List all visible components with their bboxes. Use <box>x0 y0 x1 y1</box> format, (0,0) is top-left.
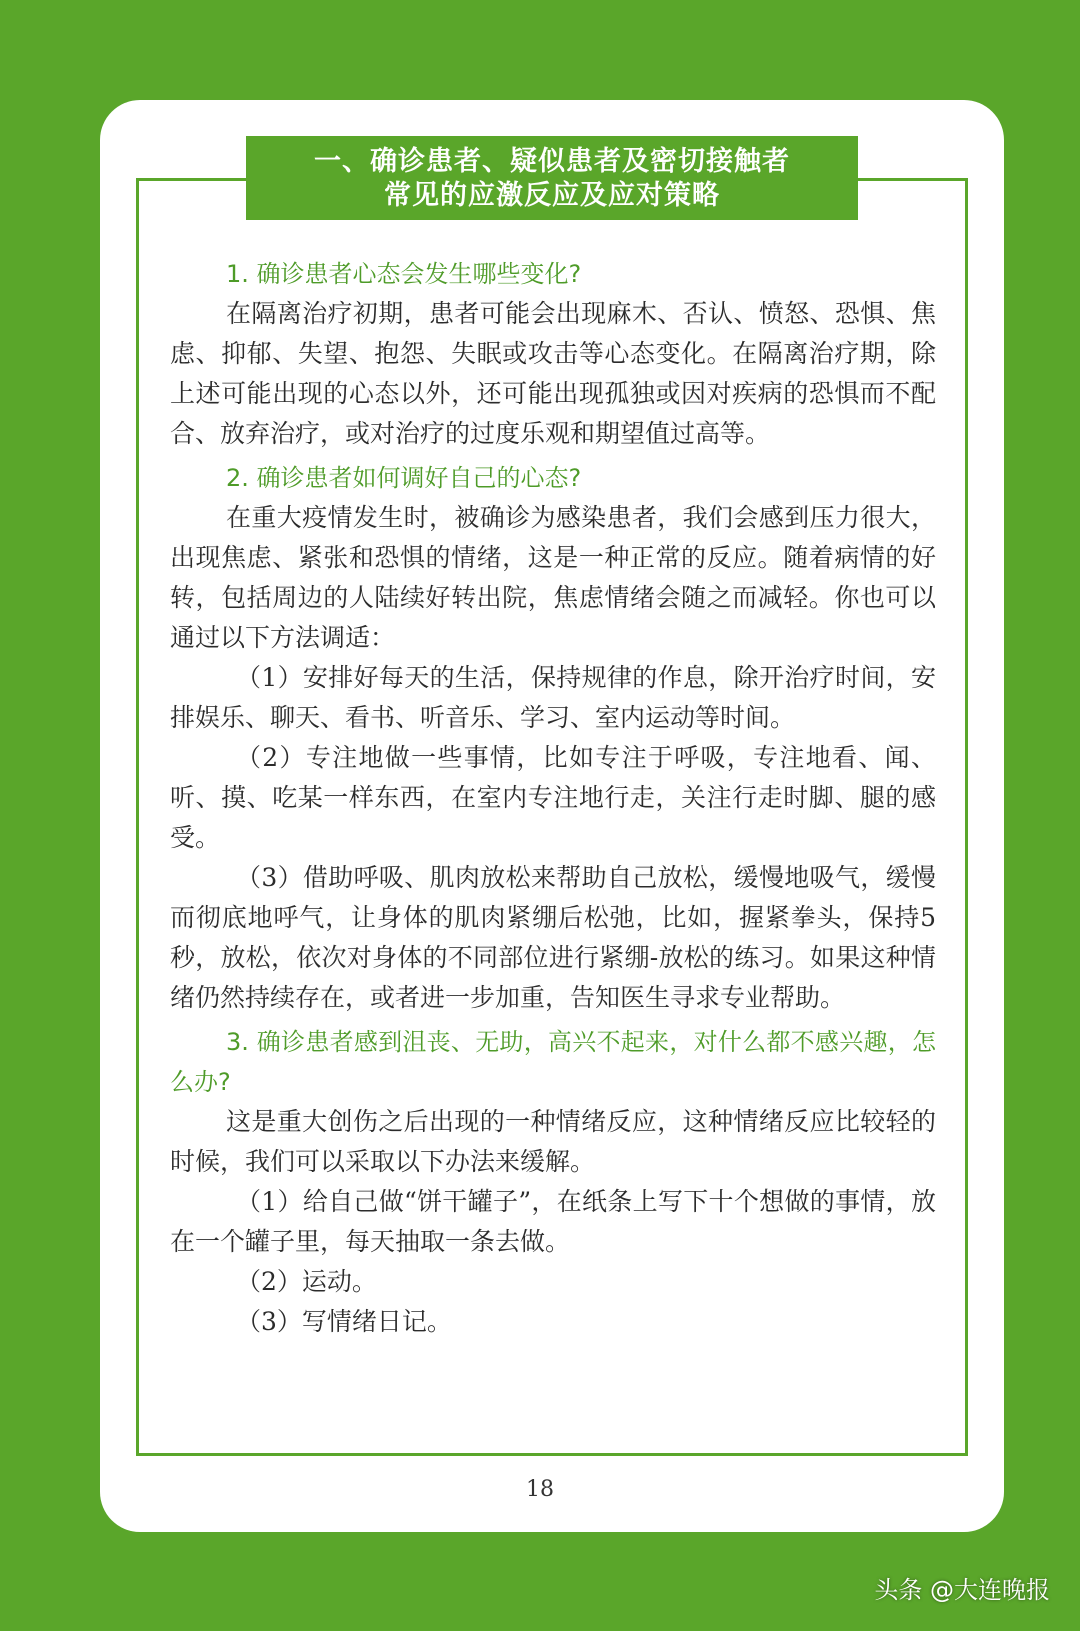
source-watermark: 头条 @大连晚报 <box>874 1576 1050 1604</box>
answer-3-item-1: （1）给自己做“饼干罐子”，在纸条上写下十个想做的事情，放在一个罐子里，每天抽取一条去做。 <box>170 1187 936 1256</box>
question-3: 3. 确诊患者感到沮丧、无助，高兴不起来，对什么都不感兴趣，怎么办? <box>170 1028 936 1096</box>
answer-2: 在重大疫情发生时，被确诊为感染患者，我们会感到压力很大，出现焦虑、紧张和恐惧的情绪，这是一种正常的反应。随着病情的好转，包括周边的人陆续好转出院，焦虑情绪会随之而减轻。你也可以通过以下方法调适： <box>170 503 936 652</box>
answer-3-item-3: （3）写情绪日记。 <box>236 1307 452 1336</box>
answer-2-item-3: （3）借助呼吸、肌肉放松来帮助自己放松，缓慢地吸气，缓慢而彻底地呼气，让身体的肌肉紧绷后松弛，比如，握紧拳头，保持5秒，放松，依次对身体的不同部位进行紧绷-放松的练习。如果这种情绪仍然持续存在，或者进一步加重，告知医生寻求专业帮助。 <box>170 863 936 1012</box>
banner-line-2: 常见的应激反应及应对策略 <box>384 180 720 211</box>
question-1: 1. 确诊患者心态会发生哪些变化? <box>226 260 582 288</box>
answer-2-item-2: （2）专注地做一些事情，比如专注于呼吸，专注地看、闻、听、摸、吃某一样东西，在室内专注地行走，关注行走时脚、腿的感受。 <box>170 743 936 852</box>
answer-3-item-2: （2）运动。 <box>236 1267 377 1296</box>
answer-3: 这是重大创伤之后出现的一种情绪反应，这种情绪反应比较轻的时候，我们可以采取以下办法来缓解。 <box>170 1107 936 1176</box>
section-banner <box>246 136 858 220</box>
article-body <box>170 254 936 1342</box>
answer-2-item-1: （1）安排好每天的生活，保持规律的作息，除开治疗时间，安排娱乐、聊天、看书、听音乐、学习、室内运动等时间。 <box>170 663 936 732</box>
answer-1: 在隔离治疗初期，患者可能会出现麻木、否认、愤怒、恐惧、焦虑、抑郁、失望、抱怨、失眠或攻击等心态变化。在隔离治疗期，除上述可能出现的心态以外，还可能出现孤独或因对疾病的恐惧而不配合、放弃治疗，或对治疗的过度乐观和期望值过高等。 <box>170 299 936 448</box>
question-2: 2. 确诊患者如何调好自己的心态? <box>226 464 582 492</box>
page-number: 18 <box>526 1477 554 1502</box>
banner-line-1: 一、确诊患者、疑似患者及密切接触者 <box>314 146 790 177</box>
